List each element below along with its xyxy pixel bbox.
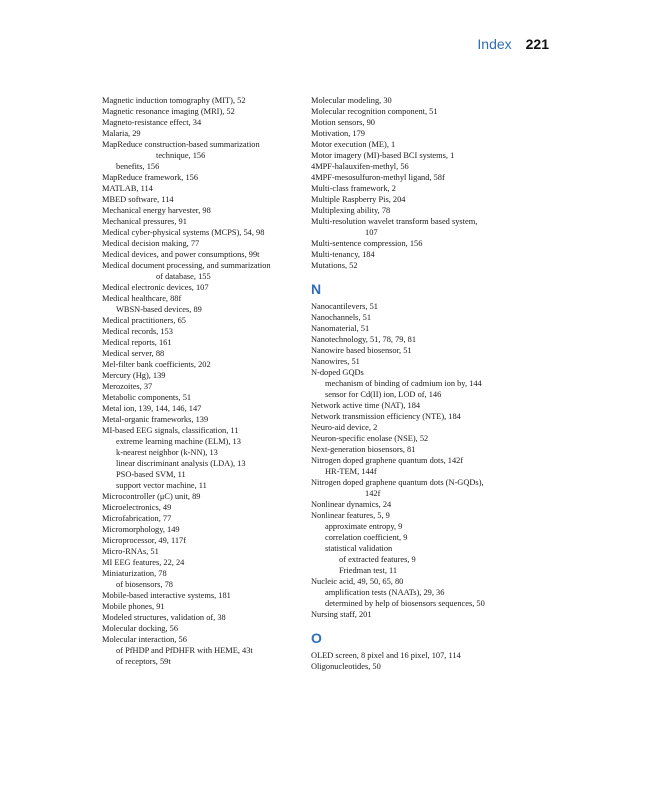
index-entry: Micromorphology, 149: [102, 525, 180, 534]
index-subentry: determined by help of biosensors sequences, 50: [325, 599, 485, 608]
index-subentry: of extracted features, 9: [339, 555, 416, 564]
index-subentry: support vector machine, 11: [116, 481, 207, 490]
page-number: 221: [525, 36, 549, 52]
index-column-right: [311, 95, 521, 672]
index-entry: Nitrogen doped graphene quantum dots, 142f: [311, 456, 464, 465]
index-subentry: Friedman test, 11: [339, 566, 398, 575]
index-entry: Metal-organic frameworks, 139: [102, 415, 209, 424]
index-entry: MBED software, 114: [102, 195, 174, 204]
index-entry: Mutations, 52: [311, 261, 358, 270]
index-column-left: [102, 95, 302, 667]
index-subentry: linear discriminant analysis (LDA), 13: [116, 459, 246, 468]
index-entry: MI EEG features, 22, 24: [102, 558, 185, 567]
index-entry: OLED screen, 8 pixel and 16 pixel, 107, 114: [311, 651, 461, 660]
index-entry: Medical reports, 161: [102, 338, 172, 347]
index-entry: Medical devices, and power consumptions, 99t: [102, 250, 260, 259]
index-entry: 4MPF-halauxifen-methyl, 56: [311, 162, 409, 171]
index-entry: Neuron-specific enolase (NSE), 52: [311, 434, 429, 443]
index-entry: Nonlinear features, 5, 9: [311, 511, 390, 520]
index-entry: Microfabrication, 77: [102, 514, 172, 523]
index-entry: Micro-RNAs, 51: [102, 547, 159, 556]
index-entry: Microprocessor, 49, 117f: [102, 536, 187, 545]
letter-heading-o: O: [311, 630, 322, 646]
index-subentry: mechanism of binding of cadmium ion by, 144: [325, 379, 482, 388]
index-entry: Motion sensors, 90: [311, 118, 375, 127]
index-entry: Metal ion, 139, 144, 146, 147: [102, 404, 202, 413]
index-entry: Medical practitioners, 65: [102, 316, 186, 325]
index-subentry: approximate entropy, 9: [325, 522, 403, 531]
index-subentry: benefits, 156: [116, 162, 160, 171]
index-entry: Mobile-based interactive systems, 181: [102, 591, 231, 600]
index-entry: Mechanical pressures, 91: [102, 217, 187, 226]
index-entry: MATLAB, 114: [102, 184, 153, 193]
index-subentry: amplification tests (NAATs), 29, 36: [325, 588, 445, 597]
index-entry: N-doped GQDs: [311, 368, 364, 377]
index-entry-continuation: technique, 156: [156, 151, 206, 160]
index-entry: Medical records, 153: [102, 327, 173, 336]
index-entry: Microcontroller (μC) unit, 89: [102, 492, 201, 501]
page-header: [477, 36, 549, 52]
section-title: Index: [477, 36, 512, 52]
index-subentry: of PfHDP and PfDHFR with HEME, 43t: [116, 646, 253, 655]
index-entry: Mercury (Hg), 139: [102, 371, 166, 380]
index-entry: 4MPF-mesosulfuron-methyl ligand, 58f: [311, 173, 445, 182]
index-subentry: k-nearest neighbor (k-NN), 13: [116, 448, 218, 457]
index-entry: Mechanical energy harvester, 98: [102, 206, 211, 215]
index-entry: MapReduce framework, 156: [102, 173, 199, 182]
index-entry: Mel-filter bank coefficients, 202: [102, 360, 211, 369]
index-entry: Medical electronic devices, 107: [102, 283, 209, 292]
index-subentry: sensor for Cd(II) ion, LOD of, 146: [325, 390, 442, 399]
index-entry: Nanowires, 51: [311, 357, 360, 366]
index-subentry: statistical validation: [325, 544, 393, 553]
index-entry: Microelectronics, 49: [102, 503, 172, 512]
index-entry: Molecular interaction, 56: [102, 635, 187, 644]
index-entry: Multi-resolution wavelet transform based system,: [311, 217, 478, 226]
index-entry: Metabolic components, 51: [102, 393, 192, 402]
index-entry: Nanomaterial, 51: [311, 324, 370, 333]
index-entry: Nonlinear dynamics, 24: [311, 500, 392, 509]
index-subentry: of biosensors, 78: [116, 580, 173, 589]
index-entry: Medical decision making, 77: [102, 239, 200, 248]
index-entry: Miniaturization, 78: [102, 569, 167, 578]
index-entry: Motor imagery (MI)-based BCI systems, 1: [311, 151, 455, 160]
index-entry: Motivation, 179: [311, 129, 365, 138]
index-entry: Multi-tenancy, 184: [311, 250, 375, 259]
index-entry: Magnetic induction tomography (MIT), 52: [102, 96, 246, 105]
index-subentry: extreme learning machine (ELM), 13: [116, 437, 241, 446]
index-entry: Multiplexing ability, 78: [311, 206, 391, 215]
index-entry: Neuro-aid device, 2: [311, 423, 378, 432]
index-group-m: [311, 95, 521, 271]
index-subentry: WBSN-based devices, 89: [116, 305, 202, 314]
index-entry: Medical document processing, and summarization: [102, 261, 271, 270]
index-entry: Nitrogen doped graphene quantum dots (N-GQDs),: [311, 478, 484, 487]
index-entry-continuation: of database, 155: [156, 272, 211, 281]
index-subentry: HR-TEM, 144f: [325, 467, 377, 476]
index-entry: MapReduce construction-based summarization: [102, 140, 260, 149]
index-entry: Nucleic acid, 49, 50, 65, 80: [311, 577, 404, 586]
index-subentry: PSO-based SVM, 11: [116, 470, 186, 479]
index-entry: Nanochannels, 51: [311, 313, 372, 322]
index-entry-continuation: 142f: [365, 489, 381, 498]
index-subentry: of receptors, 59t: [116, 657, 171, 666]
index-entry: Network active time (NAT), 184: [311, 401, 421, 410]
letter-heading-n: N: [311, 281, 322, 297]
index-entry: Mobile phones, 91: [102, 602, 165, 611]
index-entry: Multi-sentence compression, 156: [311, 239, 423, 248]
index-entry: Nanotechnology, 51, 78, 79, 81: [311, 335, 417, 344]
index-subentry: correlation coefficient, 9: [325, 533, 408, 542]
index-entry: Molecular recognition component, 51: [311, 107, 438, 116]
index-entry: Molecular modeling, 30: [311, 96, 392, 105]
index-entry: Nanocantilevers, 51: [311, 302, 378, 311]
index-entry: Oligonucleotides, 50: [311, 662, 381, 671]
index-entry: Multi-class framework, 2: [311, 184, 396, 193]
index-entry: Nanowire based biosensor, 51: [311, 346, 412, 355]
index-entry: Motor execution (ME), 1: [311, 140, 396, 149]
index-entry: Merozoites, 37: [102, 382, 153, 391]
index-entry: Nursing staff, 201: [311, 610, 372, 619]
index-entry-continuation: 107: [365, 228, 378, 237]
index-entry: Medical healthcare, 88f: [102, 294, 182, 303]
index-group-o: [311, 650, 521, 672]
index-entry: Molecular docking, 56: [102, 624, 179, 633]
index-entry: Medical server, 88: [102, 349, 165, 358]
index-entry: Medical cyber-physical systems (MCPS), 54, 98: [102, 228, 265, 237]
index-entry: Magneto-resistance effect, 34: [102, 118, 202, 127]
index-entry: Multiple Raspberry Pis, 204: [311, 195, 406, 204]
index-entry: MI-based EEG signals, classification, 11: [102, 426, 239, 435]
index-entry: Malaria, 29: [102, 129, 141, 138]
index-entry: Modeled structures, validation of, 38: [102, 613, 226, 622]
index-entry: Magnetic resonance imaging (MRI), 52: [102, 107, 235, 116]
index-entry: Network transmission efficiency (NTE), 184: [311, 412, 461, 421]
index-group-n: [311, 301, 521, 620]
index-entry: Next-generation biosensors, 81: [311, 445, 416, 454]
